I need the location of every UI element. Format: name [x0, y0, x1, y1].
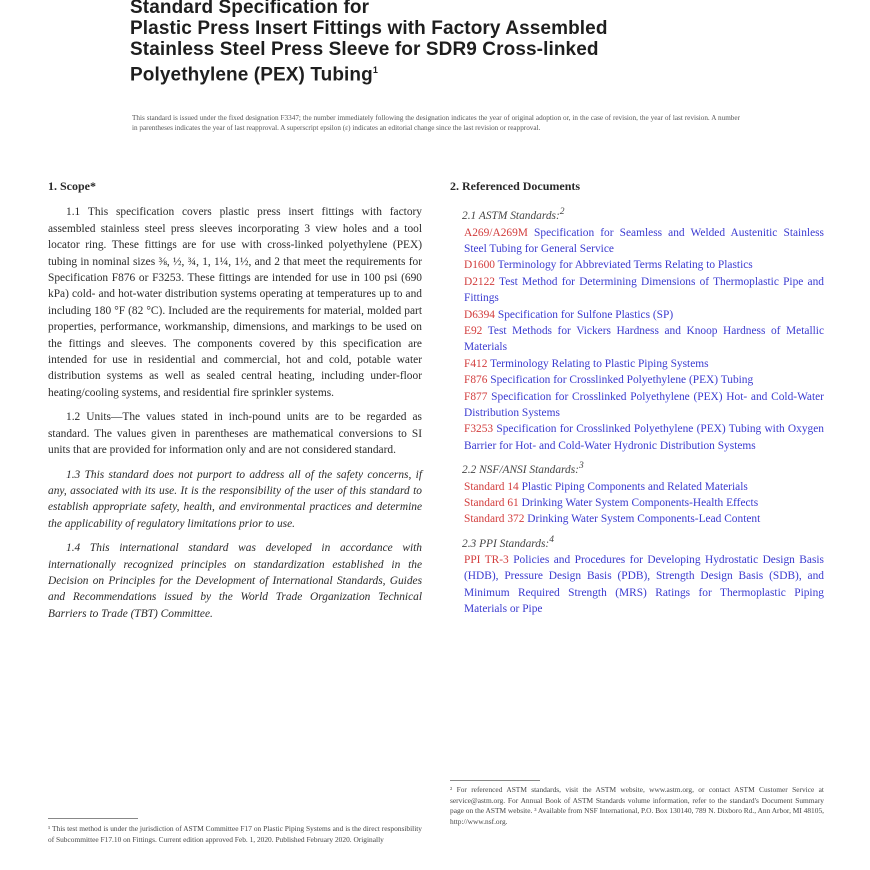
scope-heading: 1. Scope* — [48, 179, 96, 193]
reference-title-link[interactable]: Terminology Relating to Plastic Piping Systems — [490, 357, 709, 370]
footnote-divider-right — [450, 780, 540, 781]
nsf-list — [450, 479, 824, 528]
reference-code-link[interactable]: Standard 372 — [464, 513, 525, 526]
refs-heading: 2. Referenced Documents — [450, 179, 581, 193]
reference-title-link[interactable]: Plastic Piping Components and Related Materials — [521, 480, 748, 493]
title-line-2: Plastic Press Insert Fittings with Factory Assembled — [130, 18, 608, 39]
reference-code-link[interactable]: D6394 — [464, 308, 496, 321]
designation-note: This standard is issued under the fixed designation F3347; the number immediately following the designation indicates the year of original adoption or, in the case of revision, the year of last revision. A number in parentheses indicates the year of last reapproval. A superscript epsilon (ε) indicates an editorial change since the last revision or reapproval. — [132, 114, 740, 132]
reference-code-link[interactable]: E92 — [464, 325, 483, 338]
reference-item[interactable] — [464, 479, 824, 495]
scope-column — [48, 178, 422, 630]
astm-list — [450, 225, 824, 455]
title-line-4 — [130, 60, 730, 85]
reference-code-link[interactable]: F412 — [464, 357, 488, 370]
footnote-divider-left — [48, 818, 138, 819]
title-line-4-text: Polyethylene (PEX) Tubing — [130, 64, 373, 86]
astm-subheading-sup: 2 — [559, 207, 565, 218]
reference-code-link[interactable]: A269/A269M — [464, 226, 528, 239]
reference-title-link[interactable]: Terminology for Abbreviated Terms Relating to Plastics — [497, 259, 753, 272]
ppi-subheading-text: 2.3 PPI Standards: — [462, 537, 550, 550]
reference-title-link[interactable]: Specification for Seamless and Welded Austenitic Stainless Steel Tubing for General Service — [464, 226, 824, 256]
reference-item[interactable] — [464, 511, 824, 527]
reference-title-link[interactable]: Specification for Sulfone Plastics (SP) — [497, 308, 674, 321]
reference-title-link[interactable]: Test Method for Determining Dimensions of Thermoplastic Pipe and Fittings — [464, 275, 824, 305]
reference-item[interactable] — [464, 356, 824, 372]
reference-code-link[interactable]: Standard 14 — [464, 480, 519, 493]
reference-title-link[interactable]: Drinking Water System Components-Lead Content — [527, 513, 761, 526]
astm-subheading-text: 2.1 ASTM Standards: — [462, 210, 560, 223]
reference-item[interactable] — [464, 274, 824, 307]
document-title — [130, 0, 730, 85]
reference-item[interactable] — [464, 552, 824, 618]
referenced-documents-column — [450, 178, 824, 618]
reference-item[interactable] — [464, 495, 824, 511]
title-line-3: Stainless Steel Press Sleeve for SDR9 Cross-linked — [130, 39, 599, 60]
reference-code-link[interactable]: D2122 — [464, 275, 496, 288]
scope-paragraph-4: 1.4 This international standard was developed in accordance with internationally recognized principles on standardization established in the Decision on Principles for the Development of International Standards, Guides and Recommendations issued by the World Trade Organization Technical Barriers to Trade (TBT) Committee. — [48, 542, 422, 620]
reference-code-link[interactable]: F877 — [464, 390, 488, 403]
nsf-subheading — [462, 458, 824, 478]
reference-item[interactable] — [464, 421, 824, 454]
title-line-1: Standard Specification for — [130, 0, 370, 18]
scope-paragraph-1: 1.1 This specification covers plastic press insert fittings with factory assembled stainless steel press sleeves incorporating 3 view holes and a tool locator ring. These fittings are for use with cross-linked polyethylene (PEX) tubing in nominal sizes ⅜, ½, ¾, 1, 1¼, 1½, and 2 that meet the requirements for Specification F876 or F3253. These fittings are intended for use in 100 psi (690 kPa) cold- and hot-water distribution systems operating at temperatures up to and including 180 °F (82 °C). Included are the requirements for material, molded part properties, performance, workmanship, dimensions, and markings to be used on the fittings and sleeves. The components covered by this specification are intended for use in residential and commercial, hot and cold, potable water distribution systems as well as sealed central heating, including under-floor heating/cooling systems, and residential fire sprinkler systems. — [48, 206, 422, 399]
astm-subheading — [462, 204, 824, 224]
reference-title-link[interactable]: Specification for Crosslinked Polyethylene (PEX) Tubing with Oxygen Barrier for Hot- and Cold-Water Hydronic Distribution Systems — [464, 423, 824, 452]
ppi-subheading — [462, 532, 824, 552]
reference-code-link[interactable]: D1600 — [464, 259, 496, 272]
ppi-list — [450, 552, 824, 618]
reference-code-link[interactable]: F876 — [464, 374, 488, 387]
reference-item[interactable] — [464, 307, 824, 323]
reference-title-link[interactable]: Drinking Water System Components-Health Effects — [521, 496, 759, 509]
ppi-subheading-sup: 4 — [549, 534, 554, 545]
reference-item[interactable] — [464, 257, 824, 273]
scope-paragraph-3: 1.3 This standard does not purport to address all of the safety concerns, if any, associated with its use. It is the responsibility of the user of this standard to establish appropriate safety, health, and environmental practices and determine the applicability of regulatory limitations prior to use. — [48, 468, 422, 530]
reference-title-link[interactable]: Policies and Procedures for Developing Hydrostatic Design Basis (HDB), Pressure Design Basis (PDB), Strength Design Basis (SDB), and Minimum Required Strength (MRS) Ratings for Thermoplastic Piping Materials or Pipe — [464, 553, 824, 616]
footnote-right: ² For referenced ASTM standards, visit the ASTM website, www.astm.org, or contact ASTM Customer Service at service@astm.org. For Annual Book of ASTM Standards volume information, refer to the standard's Document Summary page on the ASTM website. ³ Available from NSF International, P.O. Box 130140, 789 N. Dixboro Rd., Ann Arbor, MI 48105, http://www.nsf.org. — [450, 785, 824, 826]
reference-title-link[interactable]: Test Methods for Vickers Hardness and Knoop Hardness of Metallic Materials — [464, 325, 824, 354]
title-footnote-mark: 1 — [372, 65, 378, 75]
reference-item[interactable] — [464, 389, 824, 422]
reference-item[interactable] — [464, 225, 824, 258]
reference-item[interactable] — [464, 372, 824, 388]
reference-title-link[interactable]: Specification for Crosslinked Polyethylene (PEX) Hot- and Cold-Water Distribution Systems — [464, 390, 824, 420]
nsf-subheading-text: 2.2 NSF/ANSI Standards: — [462, 464, 579, 477]
reference-title-link[interactable]: Specification for Crosslinked Polyethylene (PEX) Tubing — [490, 374, 754, 387]
reference-code-link[interactable]: F3253 — [464, 423, 494, 436]
footnote-left: ¹ This test method is under the jurisdiction of ASTM Committee F17 on Plastic Piping Systems and is the direct responsibility of Subcommittee F17.10 on Fittings. Current edition approved Feb. 1, 2020. Published February 2020. Originally — [48, 824, 422, 844]
reference-code-link[interactable]: PPI TR-3 — [464, 553, 509, 566]
reference-code-link[interactable]: Standard 61 — [464, 496, 519, 509]
nsf-subheading-sup: 3 — [578, 461, 584, 472]
reference-item[interactable] — [464, 323, 824, 356]
scope-paragraph-2: 1.2 Units—The values stated in inch-pound units are to be regarded as standard. The values given in parentheses are mathematical conversions to SI units that are provided for information only and are not considered standard. — [48, 411, 422, 457]
